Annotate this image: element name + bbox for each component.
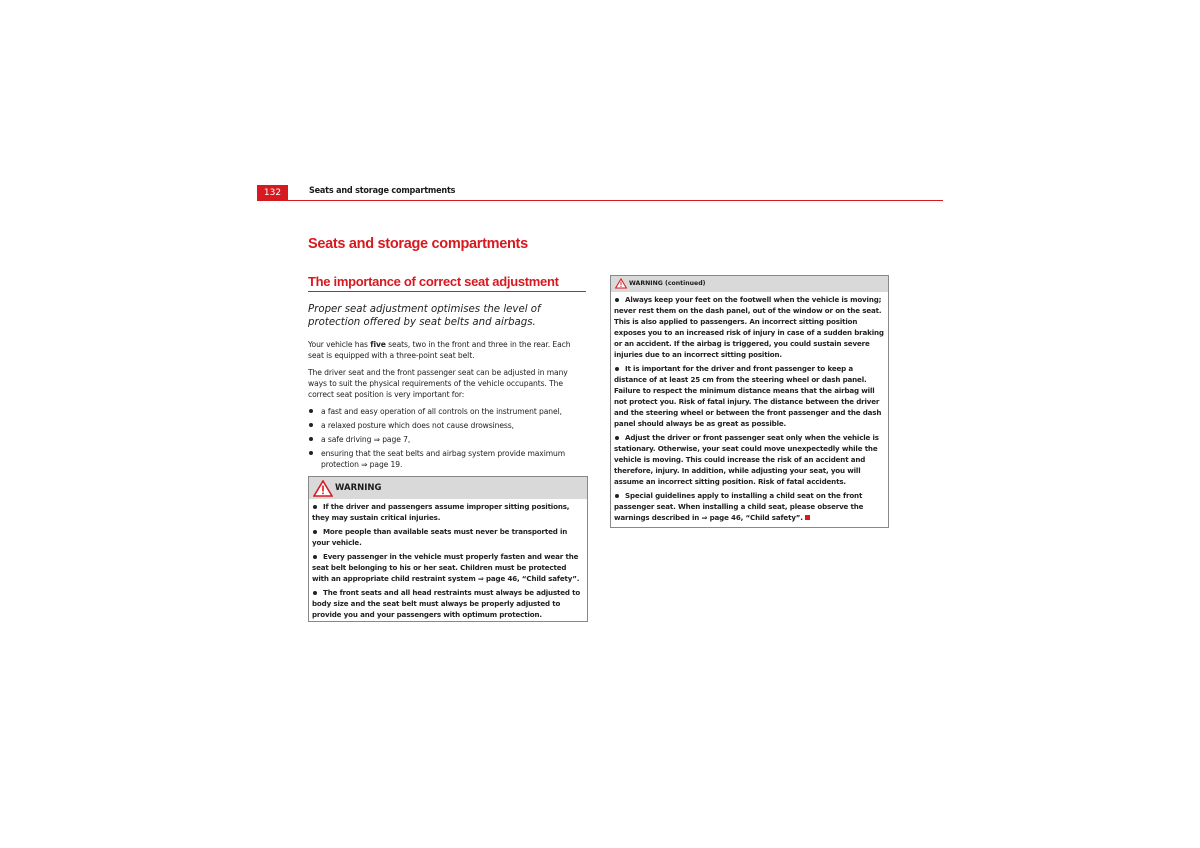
- warning-box: [308, 476, 588, 622]
- warning-title: WARNING: [335, 483, 382, 493]
- list-item: ensuring that the seat belts and airbag system provide maximum protection ⇒ page 19.: [308, 448, 588, 470]
- warning-item: If the driver and passengers assume improper sitting positions, they may sustain critical injuries.: [312, 502, 570, 522]
- section-end-marker-icon: [805, 515, 810, 520]
- warning-body: [309, 499, 587, 620]
- warning-item: More people than available seats must never be transported in your vehicle.: [312, 527, 568, 547]
- chapter-title: Seats and storage compartments: [308, 236, 528, 252]
- bullet-icon: [309, 409, 313, 413]
- header-rule: [257, 200, 943, 201]
- warning-item: Always keep your feet on the footwell when the vehicle is moving; never rest them on the dash panel, out of the window or on the seat. This is also applied to passengers. An incorrect sitting position exposes you to an increased risk of injury in case of a sudden braking or an accident. If the airbag is triggered, you could sustain severe injuries due to an incorrect sitting position.: [614, 295, 884, 359]
- warning-header: [309, 477, 587, 499]
- body-paragraph-2: The driver seat and the front passenger seat can be adjusted in many ways to suit the physical requirements of the vehicle occupants. The correct seat position is very important for:: [308, 368, 568, 399]
- warning-item: Special guidelines apply to installing a child seat on the front passenger seat. When installing a child seat, please observe the warnings described in ⇒ page 46, “Child safety”.: [614, 491, 864, 522]
- bullet-icon: [309, 451, 313, 455]
- bullet-icon: [313, 530, 317, 534]
- intro-text: Proper seat adjustment optimises the level of protection offered by seat belts and airbags.: [308, 304, 541, 328]
- bullet-icon: [615, 436, 619, 440]
- running-title: Seats and storage compartments: [309, 186, 456, 196]
- bullet-icon: [615, 494, 619, 498]
- page-header: [257, 185, 943, 201]
- page-number: 132: [257, 185, 288, 201]
- warning-item: The front seats and all head restraints must always be adjusted to body size and the seat belt must always be properly adjusted to provide you and your passengers with optimum protection.: [312, 588, 581, 619]
- warning-item: Adjust the driver or front passenger seat only when the vehicle is stationary. Otherwise, your seat could move unexpectedly while the vehicle is moving. This could increase the risk of an accident and therefore, injury. In addition, while adjusting your seat, you will assume an incorrect sitting position. Risk of fatal accidents.: [614, 433, 879, 486]
- bullet-icon: [313, 555, 317, 559]
- importance-list: [308, 406, 588, 470]
- warning-continued-body: [611, 292, 888, 523]
- body-paragraph-1: Your vehicle has five seats, two in the front and three in the rear. Each seat is equipped with a three-point seat belt.: [308, 340, 571, 360]
- list-item: a relaxed posture which does not cause drowsiness,: [308, 420, 588, 431]
- section-title: The importance of correct seat adjustment: [308, 274, 586, 292]
- bullet-icon: [309, 437, 313, 441]
- left-column: [308, 236, 588, 473]
- warning-item: Every passenger in the vehicle must properly fasten and wear the seat belt belonging to his or her seat. Children must be protected with an appropriate child restraint system ⇒ page 46, “Child safety”.: [312, 552, 580, 583]
- list-item: a fast and easy operation of all controls on the instrument panel,: [308, 406, 588, 417]
- warning-continued-box: [610, 275, 889, 528]
- warning-triangle-icon: [615, 278, 627, 289]
- warning-continued-header: [611, 276, 888, 292]
- warning-continued-title: WARNING (continued): [629, 280, 706, 287]
- bullet-icon: [313, 591, 317, 595]
- bullet-icon: [615, 367, 619, 371]
- warning-triangle-icon: [313, 480, 333, 497]
- list-item: a safe driving ⇒ page 7,: [308, 434, 588, 445]
- bullet-icon: [309, 423, 313, 427]
- bullet-icon: [615, 298, 619, 302]
- bullet-icon: [313, 505, 317, 509]
- warning-item: It is important for the driver and front passenger to keep a distance of at least 25 cm from the steering wheel or dash panel. Failure to respect the minimum distance means that the airbag will not protect you. Risk of fatal injury. The distance between the driver and the steering wheel or between the front passenger and the dash panel should always be as great as possible.: [614, 364, 882, 428]
